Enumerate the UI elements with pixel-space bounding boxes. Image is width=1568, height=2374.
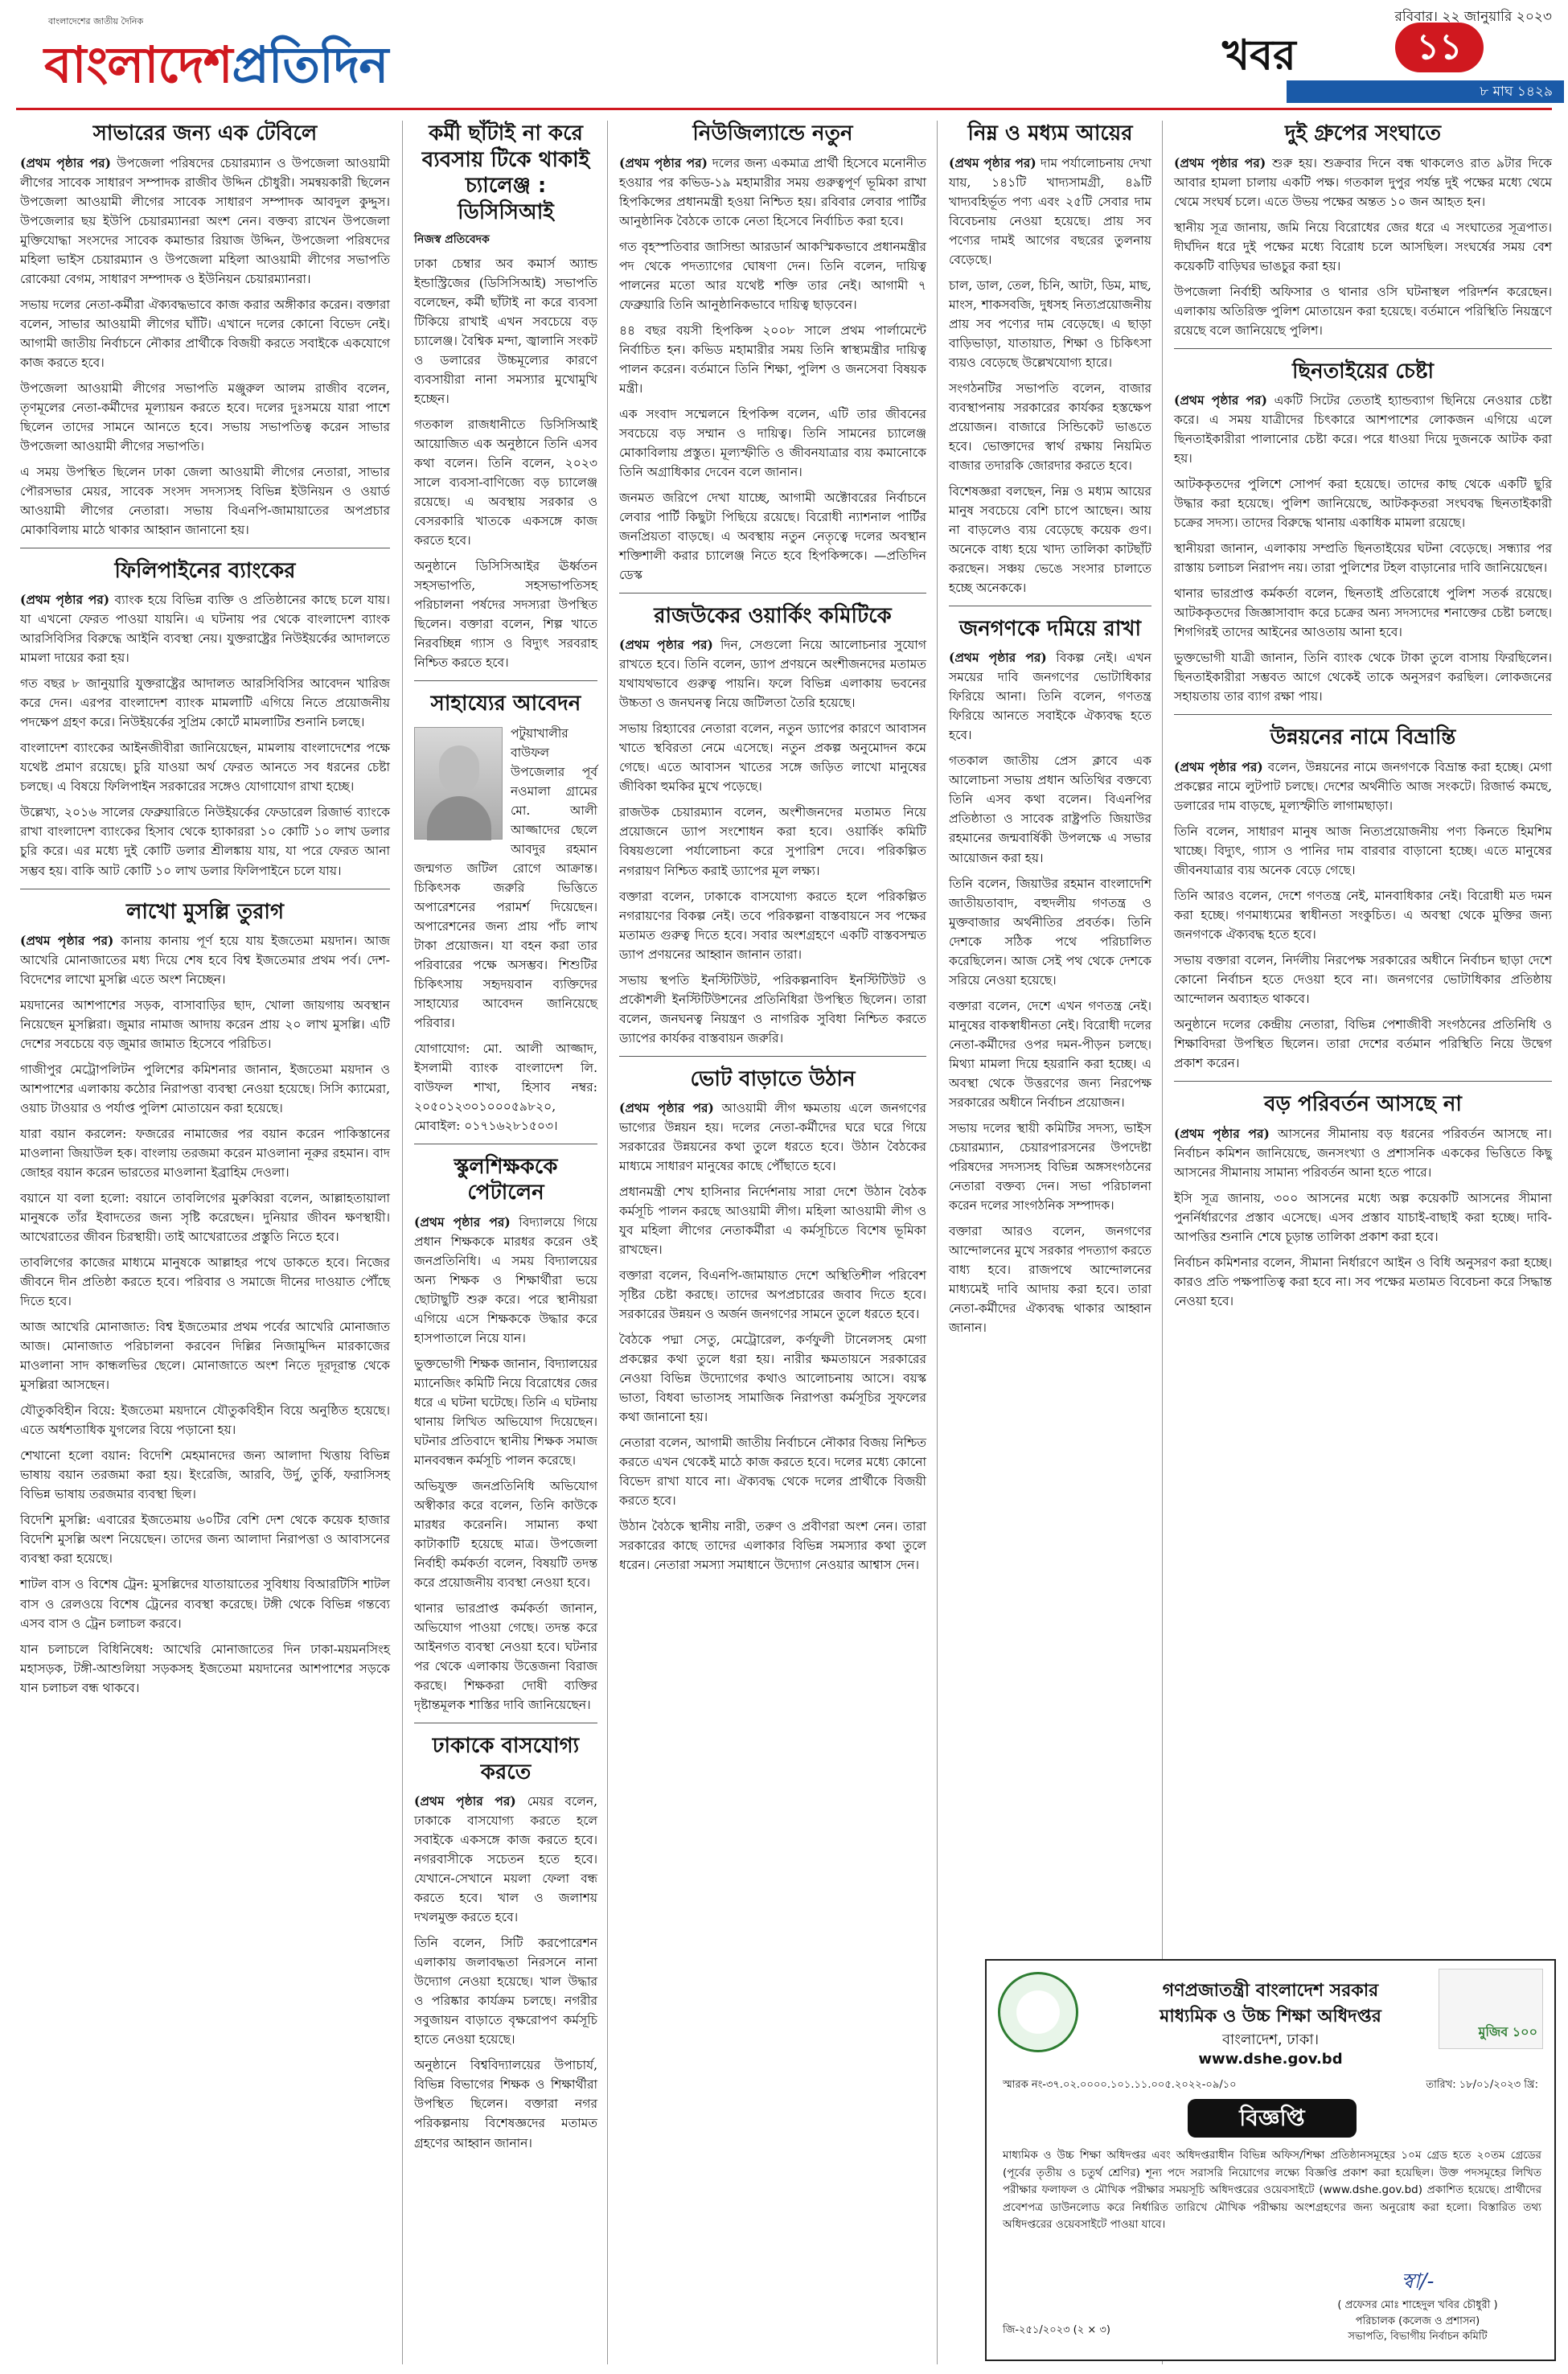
headline[interactable]: দুই গ্রুপের সংঘাতে bbox=[1284, 121, 1442, 146]
paragraph: সভায় রিহ্যাবের নেতারা বলেন, নতুন ড্যাপের কারণে আবাসন খাতে স্থবিরতা নেমে এসেছে। নতুন প্রকল্প অনুমোদন কমে গেছে। এতে আবাসন খাতের সঙ্গে জড়িত লাখো মানুষের জীবিকা হুমকির মুখে পড়েছে। bbox=[619, 721, 926, 795]
paragraph: চাল, ডাল, তেল, চিনি, আটা, ডিম, মাছ, মাংস, শাকসবজি, দুধসহ নিত্যপ্রয়োজনীয় প্রায় সব পণ্যের দাম বেড়েছে। এ ছাড়া বাড়িভাড়া, যাতায়াত, শিক্ষা ও চিকিৎসা ব্যয়ও বেড়েছে উল্লেখযোগ্য হারে। bbox=[949, 277, 1151, 370]
ad-org-line-2: মাধ্যমিক ও উচ্চ শিক্ষা অধিদপ্তর bbox=[1160, 2006, 1381, 2027]
paragraph: নির্বাচন কমিশনার বলেন, সীমানা নির্ধারণে আইন ও বিধি অনুসরণ করা হচ্ছে। কারও প্রতি পক্ষপাতিত্ব করা হবে না। সব পক্ষের মতামত বিবেচনা করে সিদ্ধান্ত নেওয়া হবে। bbox=[1174, 1255, 1552, 1308]
ad-org-line-1: গণপ্রজাতন্ত্রী বাংলাদেশ সরকার bbox=[1162, 1981, 1379, 2001]
paragraph: শাটল বাস ও বিশেষ ট্রেন: মুসল্লিদের যাতায়াতের সুবিধায় বিআরটিসি শাটল বাস ও রেলওয়ে বিশেষ ট্রেনের ব্যবস্থা করেছে। টঙ্গী থেকে বিভিন্ন গন্তব্যে এসব বাস ও ট্রেন চলাচল করবে। bbox=[20, 1577, 390, 1631]
paragraph: ময়দানের আশপাশের সড়ক, বাসাবাড়ির ছাদ, খোলা জায়গায় অবস্থান নিয়েছেন মুসল্লিরা। জুমার নামাজ আদায় করেন প্রায় ২০ লাখ মুসল্লি। এটি দেশের সবচেয়ে বড় জুমার জামাত হিসেবে পরিচিত। bbox=[20, 998, 390, 1052]
lead-tag: (প্রথম পৃষ্ঠার পর) bbox=[414, 1214, 511, 1230]
paragraph: বিকল্প নেই। এখন সময়ের দাবি জনগণের ভোটাধিকার ফিরিয়ে আনা। তিনি বলেন, গণতন্ত্র ফিরিয়ে আনতে সবাইকে ঐক্যবদ্ধ হতে হবে। bbox=[949, 651, 1151, 743]
government-notice-ad bbox=[985, 1959, 1556, 2361]
paragraph: উঠান বৈঠকে স্থানীয় নারী, তরুণ ও প্রবীণরা অংশ নেন। তারা সরকারের কাছে তাদের এলাকার বিভিন্ন সমস্যার কথা তুলে ধরেন। নেতারা সমস্যা সমাধানে উদ্যোগ নেওয়ার আশ্বাস দেন। bbox=[619, 1519, 926, 1573]
byline: নিজস্ব প্রতিবেদক bbox=[414, 233, 490, 246]
paragraph: ইসি সূত্র জানায়, ৩০০ আসনের মধ্যে অল্প কয়েকটি আসনের সীমানা পুনর্নির্ধারণের প্রস্তাব এসেছে। এসব প্রস্তাব যাচাই-বাছাই করা হচ্ছে। দাবি-আপত্তির শুনানি শেষে চূড়ান্ত তালিকা প্রকাশ করা হবে। bbox=[1174, 1190, 1552, 1244]
paragraph: বাংলাদেশ ব্যাংকের আইনজীবীরা জানিয়েছেন, মামলায় বাংলাদেশের পক্ষে যথেষ্ট প্রমাণ রয়েছে। চুরি যাওয়া অর্থ ফেরত আনতে সব ধরনের চেষ্টা চলছে। এ বিষয়ে ফিলিপাইন সরকারের সঙ্গেও যোগাযোগ রাখা হচ্ছে। bbox=[20, 741, 390, 795]
paragraph: কানায় কানায় পূর্ণ হয়ে যায় ইজতেমা ময়দান। আজ আখেরি মোনাজাতের মধ্য দিয়ে শেষ হবে বিশ্ব ইজতেমার প্রথম পর্ব। দেশ-বিদেশের লাখো মুসল্লি এতে অংশ নিচ্ছেন। bbox=[20, 934, 390, 988]
paragraph: দলের জন্য একমাত্র প্রার্থী হিসেবে মনোনীত হওয়ার পর কভিড-১৯ মহামারীর সময় গুরুত্বপূর্ণ ভূমিকা রাখা হিপকিন্সের প্রধানমন্ত্রী হওয়া নিশ্চিত হয়। রবিবার লেবার পার্টির আনুষ্ঠানিক বৈঠকে তাকে নেতা হিসেবে নির্বাচিত করা হবে। bbox=[619, 155, 926, 228]
paragraph: তিনি বলেন, সাধারণ মানুষ আজ নিত্যপ্রয়োজনীয় পণ্য কিনতে হিমশিম খাচ্ছে। বিদ্যুৎ, গ্যাস ও পানির দাম বারবার বাড়ানো হচ্ছে। এতে মানুষের জীবনযাত্রার ব্যয় অনেক বেড়ে গেছে। bbox=[1174, 824, 1552, 877]
headline[interactable]: সাভারের জন্য এক টেবিলে bbox=[92, 121, 318, 146]
column-5 bbox=[1174, 121, 1552, 1317]
lead-tag: (প্রথম পৃষ্ঠার পর) bbox=[414, 1793, 516, 1809]
headline[interactable]: স্কুলশিক্ষককে পেটালেন bbox=[454, 1154, 558, 1205]
article-teacher-beaten bbox=[414, 1154, 597, 1715]
article-rajuk bbox=[619, 603, 926, 1048]
paragraph: বক্তারা আরও বলেন, জনগণের আন্দোলনের মুখে সরকার পদত্যাগ করতে বাধ্য হবে। রাজপথে আন্দোলনের মাধ্যমেই দাবি আদায় করা হবে। তারা নেতা-কর্মীদের ঐক্যবদ্ধ থাকার আহ্বান জানান। bbox=[949, 1223, 1151, 1335]
paragraph: প্রধানমন্ত্রী শেখ হাসিনার নির্দেশনায় সারা দেশে উঠান বৈঠক কর্মসূচি পালন করছে আওয়ামী লীগ। মহিলা আওয়ামী লীগ ও যুব মহিলা লীগের নেতাকর্মীরা এ কর্মসূচিতে বিশেষ ভূমিকা রাখছেন। bbox=[619, 1185, 926, 1258]
article-snatching bbox=[1174, 359, 1552, 707]
article-dcci bbox=[414, 121, 597, 672]
article-appeal bbox=[414, 691, 597, 1136]
column-divider bbox=[937, 121, 938, 2364]
paragraph: মেয়র বলেন, ঢাকাকে বাসযোগ্য করতে হলে সবাইকে একসঙ্গে কাজ করতে হবে। নগরবাসীকে সচেতন হতে হবে। যেখানে-সেখানে ময়লা ফেলা বন্ধ করতে হবে। খাল ও জলাশয় দখলমুক্ত করতে হবে। bbox=[414, 1794, 597, 1925]
paragraph: ৪৪ বছর বয়সী হিপকিন্স ২০০৮ সালে প্রথম পার্লামেন্টে নির্বাচিত হন। কভিড মহামারীর সময় তিনি স্বাস্থ্যমন্ত্রীর দায়িত্ব পালন করেন। বর্তমানে তিনি শিক্ষা, পুলিশ ও জনসেবা বিষয়ক মন্ত্রী। bbox=[619, 322, 926, 396]
paragraph: শেখানো হলো বয়ান: বিদেশি মেহমানদের জন্য আলাদা খিত্তায় বিভিন্ন ভাষায় বয়ান তরজমা করা হয়। ইংরেজি, আরবি, উর্দু, তুর্কি, ফরাসিসহ বিভিন্ন ভাষায় তরজমার ব্যবস্থা ছিল। bbox=[20, 1448, 390, 1502]
paragraph: এ সময় উপস্থিত ছিলেন ঢাকা জেলা আওয়ামী লীগের নেতারা, সাভার পৌরসভার মেয়র, সাবেক সংসদ সদস্যসহ বিভিন্ন ইউনিয়ন ও ওয়ার্ড আওয়ামী লীগের নেতারা। সভায় বিএনপি-জামায়াতের অপপ্রচার মোকাবিলায় মাঠে থাকার আহ্বান জানানো হয়। bbox=[20, 464, 390, 537]
paragraph: তিনি আরও বলেন, দেশে গণতন্ত্র নেই, মানবাধিকার নেই। বিরোধী মত দমন করা হচ্ছে। গণমাধ্যমের স্বাধীনতা সংকুচিত। এ অবস্থা থেকে মুক্তির জন্য জনগণকে ঐক্যবদ্ধ হতে হবে। bbox=[1174, 888, 1552, 942]
paragraph: জনমত জরিপে দেখা যাচ্ছে, আগামী অক্টোবরের নির্বাচনে লেবার পার্টি কিছুটা পিছিয়ে রয়েছে। বিরোধী ন্যাশনাল পার্টির জনপ্রিয়তা বাড়ছে। এ অবস্থায় নতুন নেতৃত্বে দলের অবস্থান শক্তিশালী করার চ্যালেঞ্জ নিতে হবে হিপকিন্সকে। —প্রতিদিন ডেস্ক bbox=[619, 490, 926, 582]
paragraph: তিনি বলেন, সিটি করপোরেশন এলাকায় জলাবদ্ধতা নিরসনে নানা উদ্যোগ নেওয়া হয়েছে। খাল উদ্ধার ও পরিষ্কার কার্যক্রম চলছে। নগরীর সবুজায়ন বাড়াতে বৃক্ষরোপণ কর্মসূচি হাতে নেওয়া হয়েছে। bbox=[414, 1936, 597, 2047]
paragraph: আজ আখেরি মোনাজাত: বিশ্ব ইজতেমার প্রথম পর্বের আখেরি মোনাজাত আজ। মোনাজাত পরিচালনা করবেন দিল্লির নিজামুদ্দিন মারকাজের মাওলানা সাদ কান্ধলভির ছেলে। মোনাজাতে অংশ নিতে দূরদূরান্ত থেকে মুসল্লিরা আসছেন। bbox=[20, 1320, 390, 1393]
paragraph: পটুয়াখালীর বাউফল উপজেলার পূর্ব নওমালা গ্রামের মো. আলী আজ্জাদের ছেলে আবদুর রহমান জন্মগত জটিল রোগে আক্রান্ত। চিকিৎসক জরুরি ভিত্তিতে অপারেশনের পরামর্শ দিয়েছেন। অপারেশনের জন্য প্রায় পাঁচ লাখ টাকা প্রয়োজন। যা বহন করা তার পরিবারের পক্ষে অসম্ভব। শিশুটির চিকিৎসায় সহৃদয়বান ব্যক্তিদের সাহায্যের আবেদন জানিয়েছে পরিবার। bbox=[414, 725, 597, 1030]
column-divider bbox=[607, 121, 608, 2364]
paragraph: ব্যাংক হয়ে বিভিন্ন ব্যক্তি ও প্রতিষ্ঠানের কাছে চলে যায়। যা এখনো ফেরত পাওয়া যায়নি। এ ঘটনায় পর থেকে বাংলাদেশ ব্যাংক আরসিবিসির বিরুদ্ধে আইনি ব্যবস্থা নেয়। যুক্তরাষ্ট্রের নিউইয়র্কের আদালতে মামলা দায়ের করা হয়। bbox=[20, 593, 390, 666]
divider bbox=[619, 1056, 926, 1057]
ad-signature-block bbox=[1305, 2266, 1530, 2345]
lead-tag: (প্রথম পৃষ্ঠার পর) bbox=[20, 933, 114, 949]
article-new-zealand bbox=[619, 121, 926, 585]
lead-tag: (প্রথম পৃষ্ঠার পর) bbox=[619, 1100, 714, 1116]
paragraph: তাবলিগের কাজের মাধ্যমে মানুষকে আল্লাহর পথে ডাকতে হবে। নিজের জীবনে দীন প্রতিষ্ঠা করতে হবে। পরিবার ও সমাজে দীনের দাওয়াত পৌঁছে দিতে হবে। bbox=[20, 1255, 390, 1309]
page-number-badge: ১১ bbox=[1395, 23, 1484, 72]
article-development-confusion bbox=[1174, 725, 1552, 1073]
paragraph: সভায় স্থপতি ইনস্টিটিউট, পরিকল্পনাবিদ ইনস্টিটিউট ও প্রকৌশলী ইনস্টিটিউশনের প্রতিনিধিরা উপস্থিত ছিলেন। তারা বলেন, জনঘনত্ব নিয়ন্ত্রণ ও নাগরিক সুবিধা নিশ্চিত করতে ড্যাপের কার্যকর বাস্তবায়ন জরুরি। bbox=[619, 972, 926, 1045]
ad-title: বিজ্ঞপ্তি bbox=[1188, 2099, 1357, 2138]
headline[interactable]: নিম্ন ও মধ্যম আয়ের bbox=[967, 121, 1133, 146]
paragraph: একটি সিটের তেতাই হ্যান্ডব্যাগ ছিনিয়ে নেওয়ার চেষ্টা করে। এ সময় যাত্রীদের চিৎকারে আশপাশের লোকজন এগিয়ে এলে ছিনতাইকারীরা পালানোর চেষ্টা করে। পরে ধাওয়া দিয়ে দুজনকে আটক করা হয়। bbox=[1174, 393, 1552, 466]
lead-tag: (প্রথম পৃষ্ঠার পর) bbox=[1174, 1125, 1270, 1141]
paragraph: শুরু হয়। শুক্রবার দিনে বন্ধ থাকলেও রাত ৯টার দিকে আবার হামলা চালায় একটি পক্ষ। গতকাল দুপুর পর্যন্ত দুই পক্ষের মধ্যে থেমে থেমে সংঘর্ষ চলে। এতে উভয় পক্ষের অন্তত ১০ জন আহত হন। bbox=[1174, 155, 1552, 209]
paragraph: ভুক্তভোগী যাত্রী জানান, তিনি ব্যাংক থেকে টাকা তুলে বাসায় ফিরছিলেন। ছিনতাইকারীরা সম্ভবত আগে থেকেই তাকে অনুসরণ করছিল। লোকজনের সহায়তায় তার ব্যাগ রক্ষা পায়। bbox=[1174, 651, 1552, 704]
lead-tag: (প্রথম পৃষ্ঠার পর) bbox=[1174, 392, 1267, 409]
lead-tag: (প্রথম পৃষ্ঠার পর) bbox=[1174, 154, 1266, 170]
paragraph: গতকাল জাতীয় প্রেস ক্লাবে এক আলোচনা সভায় প্রধান অতিথির বক্তব্যে তিনি এসব কথা বলেন। বিএনপির প্রতিষ্ঠাতা ও সাবেক রাষ্ট্রপতি জিয়াউর রহমানের জন্মবার্ষিকী উপলক্ষে এ সভার আয়োজন করা হয়। bbox=[949, 754, 1151, 865]
article-two-groups bbox=[1174, 121, 1552, 340]
paragraph: থানার ভারপ্রাপ্ত কর্মকর্তা জানান, অভিযোগ পাওয়া গেছে। তদন্ত করে আইনগত ব্যবস্থা নেওয়া হবে। ঘটনার পর থেকে এলাকায় উত্তেজনা বিরাজ করছে। শিক্ষকরা দোষী ব্যক্তির দৃষ্টান্তমূলক শাস্তির দাবি জানিয়েছেন। bbox=[414, 1601, 597, 1713]
logo-part1: বাংলাদেশ bbox=[44, 35, 232, 94]
mujib-logo-text: মুজিব ১০০ bbox=[1478, 2024, 1537, 2039]
lead-tag: (প্রথম পৃষ্ঠার পর) bbox=[949, 650, 1047, 666]
paragraph: সভায় বক্তারা বলেন, নির্দলীয় নিরপেক্ষ সরকারের অধীনে নির্বাচন ছাড়া দেশে কোনো নির্বাচন হতে দেওয়া হবে না। জনগণের ভোটাধিকার প্রতিষ্ঠায় আন্দোলন অব্যাহত থাকবে। bbox=[1174, 953, 1552, 1007]
column-1 bbox=[20, 121, 390, 1704]
paragraph: গত বৃহস্পতিবার জাসিন্ডা আরডার্ন আকস্মিকভাবে প্রধানমন্ত্রীর পদ থেকে পদত্যাগের ঘোষণা দেন। তিনি বলেন, দায়িত্ব পালনের মতো আর যথেষ্ট শক্তি তার নেই। আগামী ৭ ফেব্রুয়ারি তিনি আনুষ্ঠানিকভাবে দায়িত্ব ছাড়বেন। bbox=[619, 239, 926, 312]
paragraph: উপজেলা পরিষদের চেয়ারম্যান ও উপজেলা আওয়ামী লীগের সাবেক সাধারণ সম্পাদক রাজীব উদ্দিন চৌধুরী। সমন্বয়কারী ছিলেন উপজেলা আওয়ামী লীগের সাবেক সাধারণ সম্পাদক আবদুল কুদ্দুস। উপজেলার ছয় ইউপি চেয়ারম্যানরা অংশ নেন। বক্তব্য রাখেন উপজেলা মুক্তিযোদ্ধা সংসদের সাবেক কমান্ডার রিয়াজ উদ্দিন, উপজেলা পরিষদের মহিলা ভাইস চেয়ারম্যান ও উপজেলা মহিলা আওয়ামী লীগের সভাপতি রোকেয়া বেগম, সাধারণ সম্পাদক ও ইউনিয়ন চেয়ারম্যানরা। bbox=[20, 155, 390, 286]
headline[interactable]: কর্মী ছাঁটাই না করে ব্যবসায় টিকে থাকাই চ্যালেঞ্জ : ডিসিসিআই bbox=[421, 121, 590, 224]
divider bbox=[1174, 1081, 1552, 1082]
paragraph: বয়ানে যা বলা হলো: বয়ানে তাবলিগের মুরুব্বিরা বলেন, আল্লাহতায়ালা মানুষকে তাঁর ইবাদতের জন্য সৃষ্টি করেছেন। দুনিয়ার জীবন ক্ষণস্থায়ী। আখেরাতের জীবন চিরস্থায়ী। তাই আখেরাতের প্রস্তুতি নিতে হবে। bbox=[20, 1191, 390, 1245]
paragraph: রাজউক চেয়ারম্যান বলেন, অংশীজনদের মতামত নিয়ে প্রয়োজনে ড্যাপ সংশোধন করা হবে। ওয়ার্কিং কমিটি বিষয়গুলো পর্যালোচনা করে সুপারিশ দেবে। পরিকল্পিত নগরায়ণ নিশ্চিত করাই ড্যাপের মূল লক্ষ্য। bbox=[619, 805, 926, 878]
paragraph: যারা বয়ান করলেন: ফজরের নামাজের পর বয়ান করেন পাকিস্তানের মাওলানা জিয়াউল হক। বাংলায় তরজমা করেন মাওলানা নূরুর রহমান। বাদ জোহর বয়ান করেন ভারতের মাওলানা ইব্রাহিম দেওলা। bbox=[20, 1127, 390, 1181]
headline[interactable]: ফিলিপাইনের ব্যাংকের bbox=[114, 558, 296, 583]
logo-part2: প্রতিদিন bbox=[232, 35, 388, 94]
paragraph: গাজীপুর মেট্রোপলিটন পুলিশের কমিশনার জানান, ইজতেমা ময়দান ও আশপাশের এলাকায় কঠোর নিরাপত্তা ব্যবস্থা নেওয়া হয়েছে। সিসি ক্যামেরা, ওয়াচ টাওয়ার ও পর্যাপ্ত পুলিশ মোতায়েন করা হয়েছে। bbox=[20, 1062, 390, 1116]
paragraph: উপজেলা নির্বাহী অফিসার ও থানার ওসি ঘটনাস্থল পরিদর্শন করেছেন। এলাকায় অতিরিক্ত পুলিশ মোতায়েন করা হয়েছে। বর্তমানে পরিস্থিতি নিয়ন্ত্রণে রয়েছে বলে জানিয়েছে পুলিশ। bbox=[1174, 284, 1552, 338]
column-divider bbox=[402, 121, 403, 2364]
ad-website-link[interactable]: www.dshe.gov.bd bbox=[1198, 2051, 1343, 2068]
headline[interactable]: ভোট বাড়াতে উঠান bbox=[690, 1066, 856, 1091]
paragraph: গতকাল রাজধানীতে ডিসিসিআই আয়োজিত এক অনুষ্ঠানে তিনি এসব কথা বলেন। তিনি বলেন, ২০২৩ সালে ব্যবসা-বাণিজ্যে বড় চ্যালেঞ্জ রয়েছে। এ অবস্থায় সরকার ও বেসরকারি খাতকে একসঙ্গে কাজ করতে হবে। bbox=[414, 417, 597, 548]
paragraph: উল্লেখ্য, ২০১৬ সালের ফেব্রুয়ারিতে নিউইয়র্কের ফেডারেল রিজার্ভ ব্যাংকে রাখা বাংলাদেশ ব্যাংকের হিসাব থেকে হ্যাকাররা ১০ কোটি ১০ লাখ ডলার চুরি করে। এর মধ্যে দুই কোটি ডলার শ্রীলঙ্কায় যায়, যা পরে ফেরত আনা সম্ভব হয়। বাকি আট কোটি ১০ লাখ ডলার ফিলিপাইনে চলে যায়। bbox=[20, 805, 390, 878]
article-savar bbox=[20, 121, 390, 540]
lead-tag: (প্রথম পৃষ্ঠার পর) bbox=[619, 154, 708, 170]
article-philippine-bank bbox=[20, 558, 390, 881]
paragraph: ভুক্তভোগী শিক্ষক জানান, বিদ্যালয়ের ম্যানেজিং কমিটি নিয়ে বিরোধের জের ধরে এ ঘটনা ঘটেছে। তিনি এ ঘটনায় থানায় লিখিত অভিযোগ দিয়েছেন। ঘটনার প্রতিবাদে স্থানীয় শিক্ষক সমাজ মানববন্ধন কর্মসূচি পালন করেছে। bbox=[414, 1356, 598, 1468]
ad-date: তারিখ: ১৮/০১/২০২৩ খ্রি: bbox=[1426, 2079, 1538, 2091]
article-no-big-change bbox=[1174, 1091, 1552, 1311]
signatory-role: সভাপতি, বিভাগীয় নির্বাচন কমিটি bbox=[1348, 2331, 1488, 2343]
paragraph: ঢাকা চেম্বার অব কমার্স অ্যান্ড ইন্ডাস্ট্রিজের (ডিসিসিআই) সভাপতি বলেছেন, কর্মী ছাঁটাই না করে ব্যবসা টিকিয়ে রাখাই এখন সবচেয়ে বড় চ্যালেঞ্জ। বৈশ্বিক মন্দা, জ্বালানি সংকট ও ডলারের উচ্চমূল্যের কারণে ব্যবসায়ীরা নানা সমস্যার মুখোমুখি হচ্ছেন। bbox=[414, 256, 597, 406]
signatory-title: পরিচালক (কলেজ ও প্রশাসন) bbox=[1355, 2314, 1480, 2327]
divider bbox=[619, 593, 926, 594]
headline[interactable]: বড় পরিবর্তন আসছে না bbox=[1264, 1092, 1462, 1117]
column-2 bbox=[414, 121, 597, 2159]
article-ijtema bbox=[20, 899, 390, 1698]
paragraph: তিনি বলেন, জিয়াউর রহমান বাংলাদেশি জাতীয়তাবাদ, বহুদলীয় গণতন্ত্র ও মুক্তবাজার অর্থনীতির প্রবর্তক। তিনি দেশকে সঠিক পথে পরিচালিত করেছিলেন। আজ সেই পথ থেকে দেশকে সরিয়ে নেওয়া হয়েছে। bbox=[949, 876, 1151, 988]
lead-tag: (প্রথম পৃষ্ঠার পর) bbox=[20, 592, 110, 608]
headline[interactable]: সাহায্যের আবেদন bbox=[430, 692, 581, 717]
divider bbox=[414, 680, 597, 681]
paragraph: যান চলাচলে বিধিনিষেধ: আখেরি মোনাজাতের দিন ঢাকা-ময়মনসিংহ মহাসড়ক, টঙ্গী-আশুলিয়া সড়কসহ ইজতেমা ময়দানের আশপাশের সড়কে যান চলাচল বন্ধ থাকবে। bbox=[20, 1641, 390, 1695]
ad-memo-number: স্মারক নং-৩৭.০২.০০০০.১০১.১১.০০৫.২০২২-০৯/১০ bbox=[1003, 2079, 1237, 2091]
headline[interactable]: রাজউকের ওয়ার্কিং কমিটিকে bbox=[654, 603, 892, 628]
paragraph: বলেন, উন্নয়নের নামে জনগণকে বিভ্রান্ত করা হচ্ছে। মেগা প্রকল্পের নামে লুটপাট চলছে। দেশের অর্থনীতি আজ সংকটে। রিজার্ভ কমছে, ডলারের দাম বাড়ছে, মূল্যস্ফীতি লাগামছাড়া। bbox=[1174, 759, 1552, 813]
paragraph: অনুষ্ঠানে বিশ্ববিদ্যালয়ের উপাচার্য, বিভিন্ন বিভাগের শিক্ষক ও শিক্ষার্থীরা উপস্থিত ছিলেন। বক্তারা নগর পরিকল্পনায় বিশেষজ্ঞদের মতামত গ্রহণের আহ্বান জানান। bbox=[414, 2058, 597, 2150]
paragraph: নেতারা বলেন, আগামী জাতীয় নির্বাচনে নৌকার বিজয় নিশ্চিত করতে এখন থেকেই মাঠে কাজ করতে হবে। দলের মধ্যে কোনো বিভেদ রাখা যাবে না। ঐক্যবদ্ধ থেকে দলের প্রার্থীকে বিজয়ী করতে হবে। bbox=[619, 1435, 926, 1509]
section-title: খবর bbox=[1222, 31, 1296, 80]
paragraph: উপজেলা আওয়ামী লীগের সভাপতি মঞ্জুরুল আলম রাজীব বলেন, তৃণমূলের নেতা-কর্মীদের মূল্যায়ন করতে হবে। দলের দুঃসময়ে যারা পাশে ছিলেন তাদের সামনে আনতে হবে। সভায় সভাপতিত্ব করেন সাভার উপজেলা আওয়ামী লীগের সভাপতি। bbox=[20, 380, 390, 454]
paragraph: দিন, সেগুলো নিয়ে আলোচনার সুযোগ রাখতে হবে। তিনি বলেন, ড্যাপ প্রণয়নে অংশীজনদের মতামত যথাযথভাবে গুরুত্ব পায়নি। ফলে বিভিন্ন এলাকায় ভবনের উচ্চতা ও জনঘনত্ব নিয়ে জটিলতা তৈরি হয়েছে। bbox=[619, 638, 926, 711]
divider bbox=[1174, 348, 1552, 349]
lead-tag: (প্রথম পৃষ্ঠার পর) bbox=[949, 154, 1036, 170]
masthead bbox=[0, 0, 1568, 105]
lead-tag: (প্রথম পৃষ্ঠার পর) bbox=[1174, 758, 1263, 774]
paragraph: যৌতুকবিহীন বিয়ে: ইজতেমা ময়দানে যৌতুকবিহীন বিয়ে অনুষ্ঠিত হয়েছে। এতে অর্ধশতাধিক যুগলের বিয়ে পড়ানো হয়। bbox=[20, 1403, 390, 1438]
paragraph: বিদেশি মুসল্লি: এবারের ইজতেমায় ৬০টির বেশি দেশ থেকে কয়েক হাজার বিদেশি মুসল্লি অংশ নিয়েছেন। তাদের জন্য আলাদা নিরাপত্তা ও আবাসনের ব্যবস্থা করা হয়েছে। bbox=[20, 1513, 390, 1567]
paragraph: বক্তারা বলেন, দেশে এখন গণতন্ত্র নেই। মানুষের বাকস্বাধীনতা নেই। বিরোধী দলের নেতা-কর্মীদের ওপর দমন-পীড়ন চলছে। মিথ্যা মামলা দিয়ে হয়রানি করা হচ্ছে। এ অবস্থা থেকে উত্তরণের জন্য নিরপেক্ষ সরকারের অধীনে নির্বাচন প্রয়োজন। bbox=[949, 998, 1151, 1110]
headline[interactable]: জনগণকে দমিয়ে রাখা bbox=[958, 616, 1142, 641]
headline[interactable]: ছিনতাইয়ের চেষ্টা bbox=[1291, 359, 1435, 384]
paragraph: সংগঠনটির সভাপতি বলেন, বাজার ব্যবস্থাপনায় সরকারের কার্যকর হস্তক্ষেপ প্রয়োজন। বাজারে সিন্ডিকেট ভাঙতে হবে। ভোক্তাদের স্বার্থ রক্ষায় নিয়মিত বাজার তদারকি জোরদার করতে হবে। bbox=[949, 380, 1151, 473]
ad-code: জি-২৫১/২০২৩ (২ × ৩) bbox=[1003, 2324, 1110, 2336]
paragraph: বিদ্যালয়ে গিয়ে প্রধান শিক্ষককে মারধর করেন ওই জনপ্রতিনিধি। এ সময় বিদ্যালয়ের অন্য শিক্ষক ও শিক্ষার্থীরা ভয়ে ছোটাছুটি শুরু করে। পরে স্থানীয়রা এগিয়ে এসে শিক্ষককে উদ্ধার করে হাসপাতালে নিয়ে যান। bbox=[414, 1214, 597, 1345]
headline[interactable]: লাখো মুসল্লি তুরাগ bbox=[125, 899, 284, 924]
paragraph: আওয়ামী লীগ ক্ষমতায় এলে জনগণের ভাগ্যের উন্নয়ন হয়। দলের নেতা-কর্মীদের ঘরে ঘরে গিয়ে সরকারের উন্নয়নের কথা তুলে ধরতে হবে। উঠান বৈঠকের মাধ্যমে সাধারণ মানুষের কাছে পৌঁছাতে হবে। bbox=[619, 1101, 926, 1174]
paragraph: বৈঠকে পদ্মা সেতু, মেট্রোরেল, কর্ণফুলী টানেলসহ মেগা প্রকল্পের কথা তুলে ধরা হয়। নারীর ক্ষমতায়নে সরকারের নেওয়া বিভিন্ন উদ্যোগের কথাও আলোচনায় আসে। বয়স্ক ভাতা, বিধবা ভাতাসহ সামাজিক নিরাপত্তা কর্মসূচির সুফলের কথা জানানো হয়। bbox=[619, 1333, 926, 1425]
paragraph: অনুষ্ঠানে ডিসিসিআইর ঊর্ধ্বতন সহসভাপতি, সহসভাপতিসহ পরিচালনা পর্ষদের সদস্যরা উপস্থিত ছিলেন। বক্তারা বলেন, শিল্প খাতে নিরবচ্ছিন্ন গ্যাস ও বিদ্যুৎ সরবরাহ নিশ্চিত করতে হবে। bbox=[414, 558, 597, 670]
ad-body: মাধ্যমিক ও উচ্চ শিক্ষা অধিদপ্তর এবং অধিদপ্তরাধীন বিভিন্ন অফিস/শিক্ষা প্রতিষ্ঠানসমূহের ১০ম গ্রেড হতে ২০তম গ্রেডের (পূর্বের তৃতীয় ও চতুর্থ শ্রেণির) শূন্য পদে সরাসরি নিয়োগের লক্ষ্যে বিজ্ঞপ্তি প্রকাশ করা হয়েছিল। উক্ত পদসমূহের লিখিত পরীক্ষার ফলাফল ও মৌখিক পরীক্ষার সময়সূচি অধিদপ্তরের ওয়েবসাইটে (www.dshe.gov.bd) প্রকাশিত হয়েছে। প্রার্থীদের প্রবেশপত্র ডাউনলোড করে নির্ধারিত তারিখে মৌখিক পরীক্ষায় অংশগ্রহণের জন্য অনুরোধ করা হলো। বিস্তারিত তথ্য অধিদপ্তরের ওয়েবসাইটে পাওয়া যাবে। bbox=[1003, 2149, 1541, 2232]
paragraph: সভায় দলের স্থায়ী কমিটির সদস্য, ভাইস চেয়ারম্যান, চেয়ারপারসনের উপদেষ্টা পরিষদের সদস্যসহ বিভিন্ন অঙ্গসংগঠনের নেতারা বক্তব্য দেন। সভা পরিচালনা করেন দলের সাংগঠনিক সম্পাদক। bbox=[949, 1120, 1151, 1213]
article-suppress-people bbox=[949, 616, 1151, 1337]
ad-org-line-3: বাংলাদেশ, ঢাকা। bbox=[1221, 2031, 1320, 2048]
paragraph: বিশেষজ্ঞরা বলছেন, নিম্ন ও মধ্যম আয়ের মানুষ সবচেয়ে বেশি চাপে আছেন। আয় না বাড়লেও ব্যয় বেড়েছে কয়েক গুণ। অনেকে বাধ্য হয়ে খাদ্য তালিকা কাটছাঁট করছেন। সঞ্চয় ভেঙে সংসার চালাতে হচ্ছে অনেককে। bbox=[949, 483, 1151, 595]
lead-tag: (প্রথম পৃষ্ঠার পর) bbox=[619, 637, 713, 653]
article-yard-meeting bbox=[619, 1066, 926, 1575]
header-rule bbox=[16, 108, 1552, 110]
paragraph: থানার ভারপ্রাপ্ত কর্মকর্তা বলেন, ছিনতাই প্রতিরোধে পুলিশ সতর্ক রয়েছে। আটককৃতদের জিজ্ঞাসাবাদ করে চক্রের অন্য সদস্যদের শনাক্তের চেষ্টা চলছে। শিগগিরই তাদের আইনের আওতায় আনা হবে। bbox=[1174, 586, 1552, 640]
masthead-tagline: বাংলাদেশের জাতীয় দৈনিক bbox=[48, 16, 144, 27]
lead-tag: (প্রথম পৃষ্ঠার পর) bbox=[20, 154, 111, 170]
paragraph: স্থানীয় সূত্র জানায়, জমি নিয়ে বিরোধের জের ধরে এ সংঘাতের সূত্রপাত। দীর্ঘদিন ধরে দুই পক্ষের মধ্যে বিরোধ চলে আসছিল। সংঘর্ষের সময় বেশ কয়েকটি বাড়িঘর ভাঙচুর করা হয়। bbox=[1174, 220, 1552, 273]
date-line: রবিবার। ২২ জানুয়ারি ২০২৩ bbox=[1394, 9, 1552, 25]
bangla-date-bar: ৮ মাঘ ১৪২৯ bbox=[1287, 80, 1564, 103]
paragraph: এক সংবাদ সম্মেলনে হিপকিন্স বলেন, এটি তার জীবনের সবচেয়ে বড় সম্মান ও দায়িত্ব। তিনি সামনের চ্যালেঞ্জ মোকাবিলায় প্রস্তুত। মূল্যস্ফীতি ও জীবনযাত্রার ব্যয় কমানোকে তিনি অগ্রাধিকার দেবেন বলে জানান। bbox=[619, 406, 926, 479]
article-low-income bbox=[949, 121, 1151, 598]
paragraph: বক্তারা বলেন, বিএনপি-জামায়াত দেশে অস্থিতিশীল পরিবেশ সৃষ্টির চেষ্টা করছে। তাদের অপপ্রচারের জবাব দিতে হবে। সরকারের উন্নয়ন ও অর্জন জনগণের সামনে তুলে ধরতে হবে। bbox=[619, 1268, 926, 1322]
article-dhaka-livable bbox=[414, 1733, 597, 2152]
newspaper-logo[interactable] bbox=[44, 27, 388, 110]
column-4 bbox=[949, 121, 1151, 1344]
headline[interactable]: ঢাকাকে বাসযোগ্য করতে bbox=[432, 1734, 580, 1785]
paragraph: আটককৃতদের পুলিশে সোপর্দ করা হয়েছে। তাদের কাছ থেকে একটি ছুরি উদ্ধার করা হয়েছে। পুলিশ জানিয়েছে, আটককৃতরা সংঘবদ্ধ ছিনতাইকারী চক্রের সদস্য। তাদের বিরুদ্ধে থানায় একাধিক মামলা রয়েছে। bbox=[1174, 477, 1552, 531]
signatory-name: ( প্রফেসর মোঃ শাহেদুল খবির চৌধুরী ) bbox=[1337, 2299, 1498, 2311]
paragraph: স্থানীয়রা জানান, এলাকায় সম্প্রতি ছিনতাইয়ের ঘটনা বেড়েছে। সন্ধ্যার পর রাস্তায় চলাচল নিরাপদ নয়। তারা পুলিশের টহল বাড়ানোর দাবি জানিয়েছেন। bbox=[1174, 541, 1552, 576]
signature: স্বা/- bbox=[1401, 2269, 1435, 2294]
divider bbox=[1174, 714, 1552, 715]
paragraph: যোগাযোগ: মো. আলী আজ্জাদ, ইসলামী ব্যাংক বাংলাদেশ লি. বাউফল শাখা, হিসাব নম্বর: ২০৫০১২৩০১০০০৫৯৮২০, মোবাইল: ০১৭১৬২৮১৫০৩। bbox=[414, 1041, 597, 1133]
child-photo bbox=[414, 727, 503, 840]
headline[interactable]: নিউজিল্যান্ডে নতুন bbox=[692, 121, 853, 146]
paragraph: দাম পর্যালোচনায় দেখা যায়, ১৪১টি খাদ্যসামগ্রী, ৪৯টি খাদ্যবহির্ভূত পণ্য এবং ২৫টি সেবার দাম বিবেচনায় নেওয়া হয়েছে। প্রায় সব পণ্যের দামই আগের বছরের তুলনায় বেড়েছে। bbox=[949, 155, 1151, 267]
paragraph: আসনের সীমানায় বড় ধরনের পরিবর্তন আসছে না। নির্বাচন কমিশন জানিয়েছে, জনসংখ্যা ও প্রশাসনিক এককের ভিত্তিতে কিছু আসনের সীমানায় সামান্য পরিবর্তন আনা হতে পারে। bbox=[1174, 1126, 1552, 1180]
column-3 bbox=[619, 121, 926, 1582]
paragraph: অনুষ্ঠানে দলের কেন্দ্রীয় নেতারা, বিভিন্ন পেশাজীবী সংগঠনের প্রতিনিধি ও শিক্ষাবিদরা উপস্থিত ছিলেন। তারা দেশের বর্তমান পরিস্থিতি নিয়ে উদ্বেগ প্রকাশ করেন। bbox=[1174, 1017, 1552, 1071]
headline[interactable]: উন্নয়নের নামে বিভ্রান্তি bbox=[1270, 725, 1456, 750]
paragraph: অভিযুক্ত জনপ্রতিনিধি অভিযোগ অস্বীকার করে বলেন, তিনি কাউকে মারধর করেননি। সামান্য কথা কাটাকাটি হয়েছে মাত্র। উপজেলা নির্বাহী কর্মকর্তা বলেন, বিষয়টি তদন্ত করে প্রয়োজনীয় ব্যবস্থা নেওয়া হবে। bbox=[414, 1479, 597, 1591]
paragraph: সভায় দলের নেতা-কর্মীরা ঐক্যবদ্ধভাবে কাজ করার অঙ্গীকার করেন। বক্তারা বলেন, সাভার আওয়ামী লীগের ঘাঁটি। এখানে দলের কোনো বিভেদ নেই। আগামী জাতীয় নির্বাচনে নৌকার প্রার্থীকে বিজয়ী করতে সবাইকে একযোগে কাজ করতে হবে। bbox=[20, 297, 390, 370]
paragraph: গত বছর ৮ জানুয়ারি যুক্তরাষ্ট্রের আদালত আরসিবিসির আবেদন খারিজ করে দেন। এরপর বাংলাদেশ ব্যাংক মামলাটি এগিয়ে নিতে প্রয়োজনীয় পদক্ষেপ গ্রহণ করে। নিউইয়র্কের সুপ্রিম কোর্টে মামলাটির শুনানি চলছে। bbox=[20, 676, 390, 730]
paragraph: বক্তারা বলেন, ঢাকাকে বাসযোগ্য করতে হলে পরিকল্পিত নগরায়ণের বিকল্প নেই। তবে পরিকল্পনা বাস্তবায়নে সব পক্ষের মতামত গুরুত্ব দিতে হবে। সবার অংশগ্রহণে একটি বাস্তবসম্মত ড্যাপ প্রণয়নের আহ্বান জানান তারা। bbox=[619, 889, 926, 962]
